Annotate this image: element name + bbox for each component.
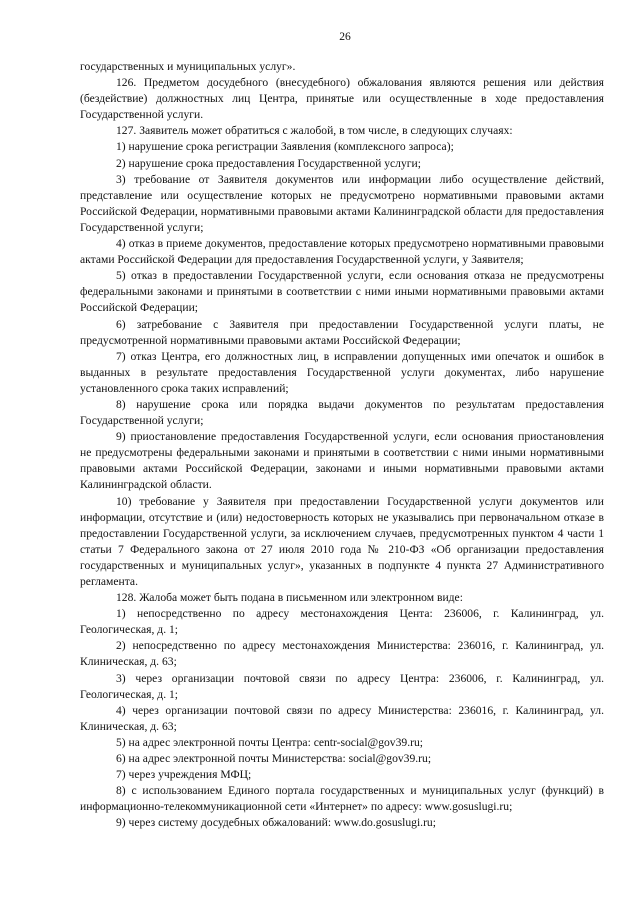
list-item-127-4: 4) отказ в приеме документов, предоставление которых предусмотрено нормативными правовыми актами Российской Федерации для предоставления Государственной услуги, у Заявителя;: [80, 237, 604, 267]
list-item-128-4: 4) через организации почтовой связи по адресу Министерства: 236016, г. Калининград, ул. Клиническая, д. 63;: [80, 703, 604, 733]
list-item-128-8: 8) с использованием Единого портала государственных и муниципальных услуг (функций) в информационно-телекоммуникационной сети «Интернет» по адресу: www.gosuslugi.ru;: [80, 784, 604, 814]
list-item-127-6: 6) затребование с Заявителя при предоставлении Государственной услуги платы, не предусмотренной нормативными правовыми актами Российской Федерации;: [80, 317, 604, 347]
paragraph-126: 126. Предметом досудебного (внесудебного) обжалования являются решения или действия (бездействие) должностных лиц Центра, принятые или осуществленные в ходе предоставления Государственной услуги.: [80, 76, 604, 122]
paragraph-continuation: государственных и муниципальных услуг».: [80, 60, 296, 73]
list-item-128-6: 6) на адрес электронной почты Министерства: social@gov39.ru;: [116, 752, 432, 766]
paragraph-127: 127. Заявитель может обратиться с жалобой, в том числе, в следующих случаях:: [116, 124, 513, 138]
list-item-127-3: 3) требование от Заявителя документов или информации либо осуществление действий, представление или осуществление которых не предусмотрено нормативными правовыми актами Российской Федерации, нормативными правовыми актами Калининградской области для предоставления Государственной услуги;: [80, 172, 604, 234]
list-item-128-1: 1) непосредственно по адресу местонахождения Цента: 236006, г. Калининград, ул. Геологическая, д. 1;: [80, 607, 604, 637]
list-item-127-7: 7) отказ Центра, его должностных лиц, в исправлении допущенных ими опечаток и ошибок в выданных в результате предоставления Государственной услуги документах, либо нарушение установленного срока таких исправлений;: [80, 349, 604, 395]
list-item-127-5: 5) отказ в предоставлении Государственной услуги, если основания отказа не предусмотрены федеральными законами и принятыми в соответствии с ними иными нормативными правовыми актами Российской Федерации;: [80, 269, 604, 315]
paragraph-128: 128. Жалоба может быть подана в письменном или электронном виде:: [116, 591, 463, 605]
document-body: [80, 59, 604, 832]
list-item-127-1: 1) нарушение срока регистрации Заявления (комплексного запроса);: [116, 140, 454, 154]
page-number: 26: [339, 30, 351, 43]
list-item-128-2: 2) непосредственно по адресу местонахождения Министерства: 236016, г. Калининград, ул. Клиническая, д. 63;: [80, 639, 604, 669]
list-item-127-9: 9) приостановление предоставления Государственной услуги, если основания приостановления не предусмотрены федеральными законами и принятыми в соответствии с ними иными нормативными правовыми актами Российской Федерации, законами и иными нормативными правовыми актами Калининградской области.: [80, 430, 604, 492]
list-item-127-2: 2) нарушение срока предоставления Государственной услуги;: [116, 156, 421, 170]
list-item-127-8: 8) нарушение срока или порядка выдачи документов по результатам предоставления Государственной услуги;: [80, 397, 604, 428]
list-item-128-9: 9) через систему досудебных обжалований: www.do.gosuslugi.ru;: [116, 816, 436, 830]
list-item-128-5: 5) на адрес электронной почты Центра: centr-social@gov39.ru;: [116, 735, 423, 749]
list-item-128-7: 7) через учреждения МФЦ;: [116, 768, 252, 782]
list-item-127-10: 10) требование у Заявителя при предоставлении Государственной услуги документов или информации, отсутствие и (или) недостоверность которых не указывались при первоначальном отказе в предоставлении Государственной услуги, за исключением случаев, предусмотренных пунктом 4 части 1 статьи 7 Федерального закона от 27 июля 2010 года № 210-ФЗ «Об организации предоставления государственных и муниципальных услуг», указанных в подпункте 4 пункта 27 Административного регламента.: [80, 494, 604, 588]
list-item-128-3: 3) через организации почтовой связи по адресу Центра: 236006, г. Калининград, ул. Геологическая, д. 1;: [80, 671, 604, 701]
